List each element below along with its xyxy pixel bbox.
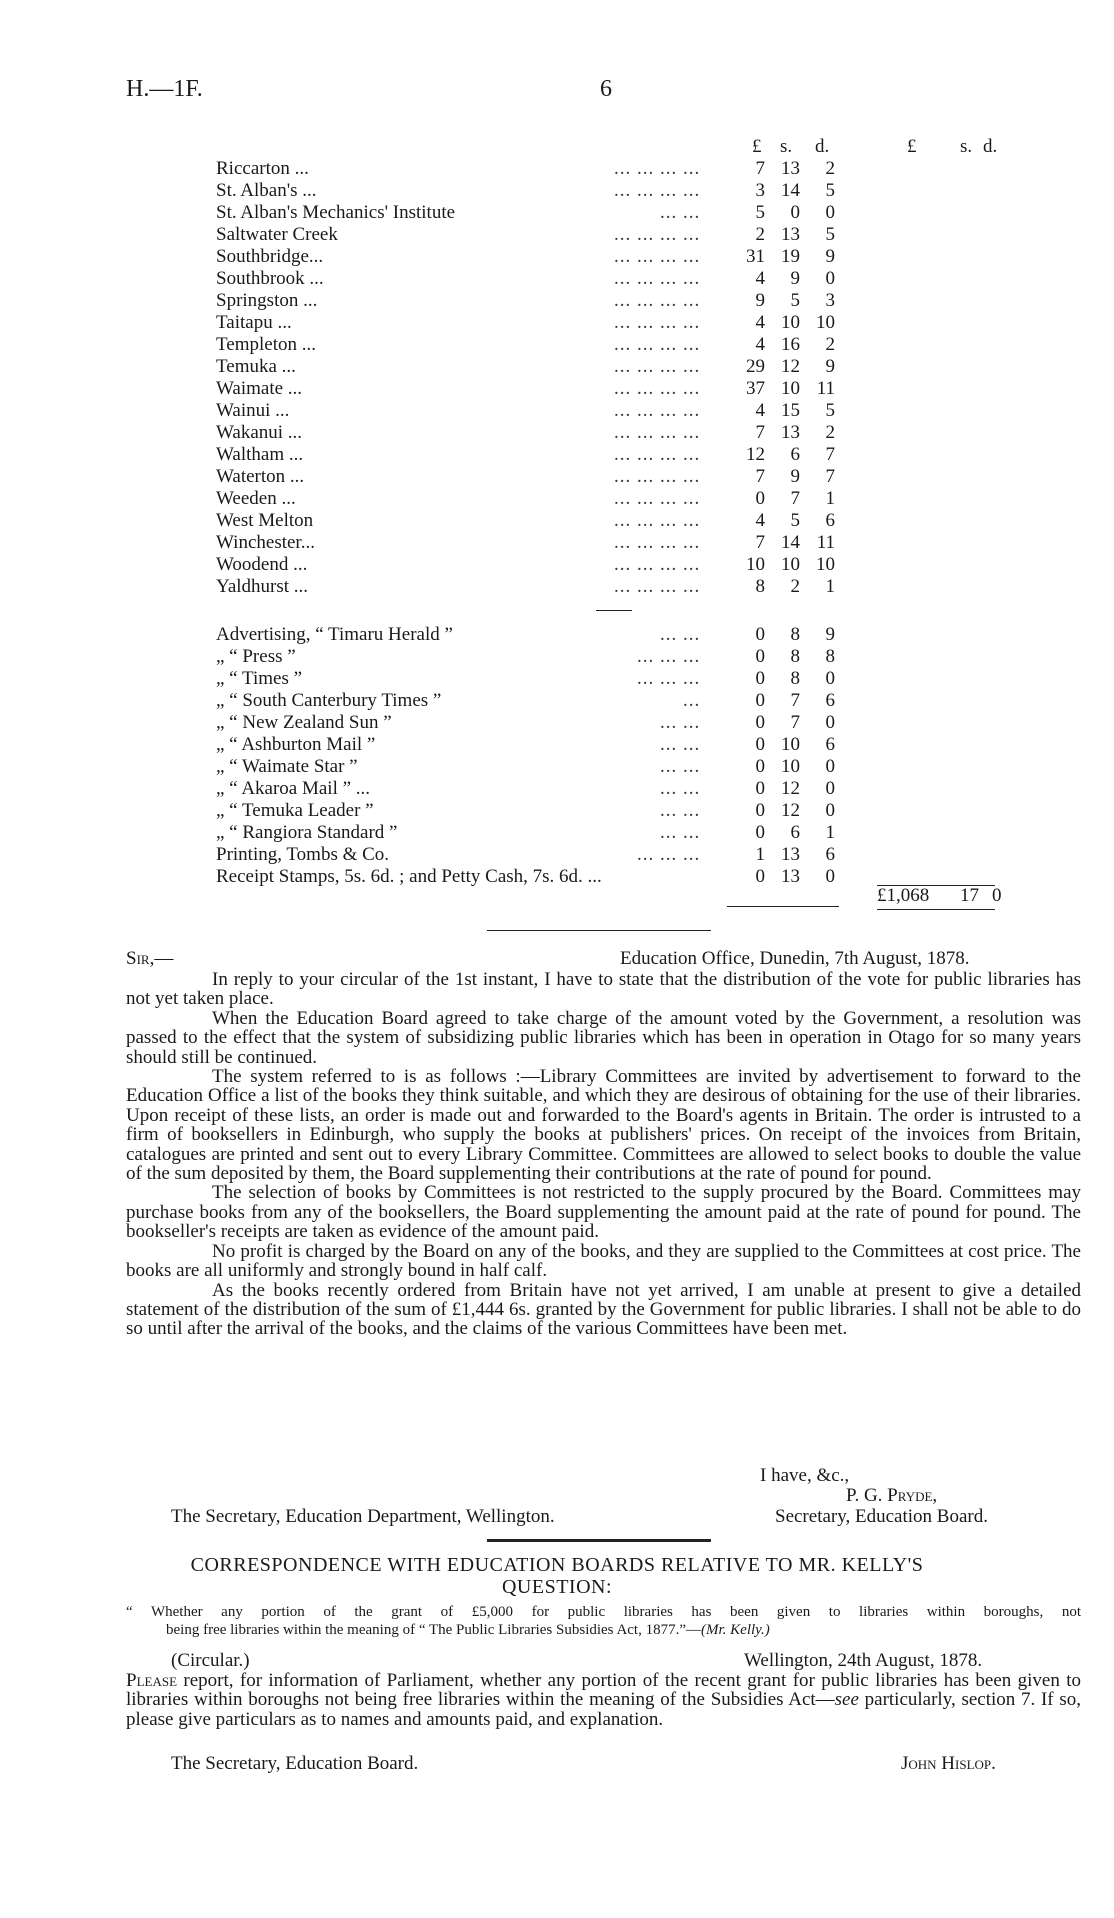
ledger-pence: 6 bbox=[825, 690, 835, 711]
circular-place-date: Wellington, 24th August, 1878. bbox=[744, 1650, 983, 1671]
ledger-item-name: Southbridge... bbox=[216, 246, 324, 267]
ledger-leader-dots: ... ... ... ... bbox=[614, 466, 701, 487]
ledger-pounds: 7 bbox=[755, 422, 765, 443]
ledger-row bbox=[0, 866, 1114, 887]
ledger-row bbox=[0, 158, 1114, 179]
ledger-item-name: „ “ Temuka Leader ” bbox=[216, 800, 374, 821]
document-reference: H.—1F. bbox=[126, 76, 203, 102]
ledger-row bbox=[0, 268, 1114, 289]
subtotal-rule bbox=[596, 610, 632, 611]
ledger-pounds: 4 bbox=[755, 400, 765, 421]
ledger-item-name: „ “ Times ” bbox=[216, 668, 303, 689]
ledger-item-name: Southbrook ... bbox=[216, 268, 324, 289]
ledger-shillings: 6 bbox=[790, 444, 800, 465]
ledger-leader-dots: ... ... bbox=[660, 624, 701, 645]
column-sum-rule bbox=[727, 906, 839, 907]
ledger-item-name: „ “ Akaroa Mail ” ... bbox=[216, 778, 371, 799]
ledger-shillings: 5 bbox=[790, 510, 800, 531]
grand-total-pounds: £1,068 bbox=[877, 885, 930, 906]
ledger-shillings: 10 bbox=[781, 734, 800, 755]
ledger-pence: 0 bbox=[825, 268, 835, 289]
ledger-row bbox=[0, 290, 1114, 311]
ledger-leader-dots: ... ... ... ... bbox=[614, 158, 701, 179]
letter-signature: P. G. Pryde, bbox=[846, 1485, 938, 1506]
ledger-shillings: 9 bbox=[790, 466, 800, 487]
ledger-pounds: 0 bbox=[755, 668, 765, 689]
page-number: 6 bbox=[600, 76, 612, 102]
letter-paragraph: When the Education Board agreed to take charge of the amount voted by the Government, a resolution was passed to the effect that the system of subsidizing public libraries which has been in operation in Otago for so many years should still be continued. bbox=[126, 1007, 1081, 1068]
ledger-leader-dots: ... ... bbox=[660, 822, 701, 843]
ledger-pence: 0 bbox=[825, 712, 835, 733]
ledger-pence: 10 bbox=[816, 554, 835, 575]
ledger-pence: 1 bbox=[825, 576, 835, 597]
ledger-pence: 11 bbox=[816, 532, 835, 553]
ledger-pounds: 0 bbox=[755, 624, 765, 645]
section-divider bbox=[487, 930, 711, 931]
ledger-pounds: 7 bbox=[755, 532, 765, 553]
circular-lead: Please bbox=[126, 1670, 178, 1691]
ledger-leader-dots: ... ... ... ... bbox=[614, 576, 701, 597]
ledger-leader-dots: ... ... ... ... bbox=[614, 444, 701, 465]
ledger-item-name: Yaldhurst ... bbox=[216, 576, 309, 597]
ledger-row bbox=[0, 466, 1114, 487]
ledger-row bbox=[0, 532, 1114, 553]
ledger-pounds: 31 bbox=[746, 246, 765, 267]
ledger-row bbox=[0, 800, 1114, 821]
ledger-pounds: 4 bbox=[755, 510, 765, 531]
ledger-pounds: 7 bbox=[755, 466, 765, 487]
ledger-pounds: 0 bbox=[755, 646, 765, 667]
ledger-item-name: Waterton ... bbox=[216, 466, 305, 487]
ledger-shillings: 13 bbox=[781, 422, 800, 443]
ledger-item-name: „ “ South Canterbury Times ” bbox=[216, 690, 442, 711]
ledger-pounds: 4 bbox=[755, 312, 765, 333]
ledger-row bbox=[0, 180, 1114, 201]
ledger-leader-dots: ... ... ... ... bbox=[614, 312, 701, 333]
ledger-pounds: 4 bbox=[755, 268, 765, 289]
ledger-leader-dots: ... ... bbox=[660, 778, 701, 799]
ledger-item-name: „ “ Waimate Star ” bbox=[216, 756, 358, 777]
ledger-pounds: 10 bbox=[746, 554, 765, 575]
letter-paragraph: As the books recently ordered from Britain have not yet arrived, I am unable at present to give a detailed statement of the distribution of the sum of £1,444 6s. granted by the Government for public libraries. I shall not be able to do so until after the arrival of the books, and the claims of the various Committees have been met. bbox=[126, 1279, 1081, 1340]
ledger-item-name: St. Alban's Mechanics' Institute bbox=[216, 202, 456, 223]
ledger-row bbox=[0, 488, 1114, 509]
letter-closing: I have, &c., bbox=[760, 1465, 850, 1486]
ledger-leader-dots: ... ... ... ... bbox=[614, 554, 701, 575]
grand-total-underline bbox=[877, 909, 995, 910]
ledger-pounds: 7 bbox=[755, 158, 765, 179]
ledger-pounds: 1 bbox=[755, 844, 765, 865]
ledger-row bbox=[0, 690, 1114, 711]
ledger-pounds: 0 bbox=[755, 800, 765, 821]
ledger-item-name: Wainui ... bbox=[216, 400, 290, 421]
ledger-item-name: Receipt Stamps, 5s. 6d. ; and Petty Cash, 7s. 6d. ... bbox=[216, 866, 602, 887]
ledger-leader-dots: ... ... bbox=[660, 202, 701, 223]
ledger-shillings: 10 bbox=[781, 554, 800, 575]
ledger-item-name: Printing, Tombs & Co. bbox=[216, 844, 390, 865]
ledger-item-name: West Melton bbox=[216, 510, 314, 531]
ledger-row bbox=[0, 510, 1114, 531]
ledger-row bbox=[0, 822, 1114, 843]
ledger-pence: 0 bbox=[825, 866, 835, 887]
circular-label: (Circular.) bbox=[171, 1650, 250, 1671]
ledger-row bbox=[0, 668, 1114, 689]
ledger-shillings: 10 bbox=[781, 312, 800, 333]
ledger-item-name: „ “ Press ” bbox=[216, 646, 296, 667]
ledger-item-name: Springston ... bbox=[216, 290, 318, 311]
ledger-pence: 0 bbox=[825, 800, 835, 821]
ledger-shillings: 19 bbox=[781, 246, 800, 267]
ledger-shillings: 15 bbox=[781, 400, 800, 421]
question-text-line2 bbox=[166, 1622, 770, 1639]
ledger-pence: 5 bbox=[825, 400, 835, 421]
ledger-shillings: 12 bbox=[781, 356, 800, 377]
ledger-pence: 9 bbox=[825, 356, 835, 377]
ledger-pence: 7 bbox=[825, 466, 835, 487]
ledger-pounds: 0 bbox=[755, 822, 765, 843]
ledger-pence: 2 bbox=[825, 422, 835, 443]
ledger-item-name: „ “ Ashburton Mail ” bbox=[216, 734, 376, 755]
ledger-pence: 6 bbox=[825, 510, 835, 531]
ledger-item-name: Advertising, “ Timaru Herald ” bbox=[216, 624, 453, 645]
ledger-leader-dots: ... ... ... ... bbox=[614, 246, 701, 267]
ledger-shillings: 12 bbox=[781, 800, 800, 821]
ledger-shillings: 8 bbox=[790, 646, 800, 667]
ledger-pence: 0 bbox=[825, 756, 835, 777]
ledger-row bbox=[0, 844, 1114, 865]
ledger-leader-dots: ... ... bbox=[660, 756, 701, 777]
ledger-row bbox=[0, 624, 1114, 645]
ledger-pence: 1 bbox=[825, 488, 835, 509]
ledger-row bbox=[0, 422, 1114, 443]
ledger-row bbox=[0, 246, 1114, 267]
ledger-item-name: „ “ New Zealand Sun ” bbox=[216, 712, 392, 733]
correspondence-heading: CORRESPONDENCE WITH EDUCATION BOARDS RELATIVE TO MR. KELLY'S bbox=[190, 1554, 924, 1576]
ledger-item-name: Temuka ... bbox=[216, 356, 296, 377]
ledger-row bbox=[0, 734, 1114, 755]
ledger-item-name: Winchester... bbox=[216, 532, 315, 553]
ledger-shillings: 13 bbox=[781, 158, 800, 179]
letter-paragraph: The selection of books by Committees is not restricted to the supply procured by the Board. Committees may purchase books from any of the booksellers, the Board supplementing the amount paid at the rate of pound for pound. The bookseller's receipts are taken as evidence of the amount paid. bbox=[126, 1182, 1081, 1243]
ledger-shillings: 10 bbox=[781, 756, 800, 777]
ledger-leader-dots: ... ... ... bbox=[637, 646, 701, 667]
ledger-pence: 2 bbox=[825, 158, 835, 179]
ledger-leader-dots: ... ... ... ... bbox=[614, 180, 701, 201]
column-header-shillings: s. bbox=[780, 136, 793, 157]
grand-total-shillings: 17 bbox=[960, 885, 979, 906]
ledger-leader-dots: ... ... ... ... bbox=[614, 224, 701, 245]
ledger-pence: 0 bbox=[825, 778, 835, 799]
ledger-row bbox=[0, 444, 1114, 465]
ledger-item-name: Waimate ... bbox=[216, 378, 303, 399]
ledger-shillings: 7 bbox=[790, 690, 800, 711]
ledger-row bbox=[0, 646, 1114, 667]
ledger-pounds: 12 bbox=[746, 444, 765, 465]
ledger-row bbox=[0, 576, 1114, 597]
ledger-pounds: 0 bbox=[755, 734, 765, 755]
letter-salutation: Sir,— bbox=[126, 948, 174, 969]
circular-body: Please report, for information of Parliament, whether any portion of the recent grant for public libraries has been given to libraries within boroughs not being free libraries within the meaning of the Subsidies Act—see particularly, section 7. If so, please give particulars as to names and amounts paid, and explanation. bbox=[126, 1670, 1081, 1730]
ledger-pence: 3 bbox=[825, 290, 835, 311]
ledger-row bbox=[0, 356, 1114, 377]
ledger-pence: 9 bbox=[825, 246, 835, 267]
ledger-row bbox=[0, 334, 1114, 355]
circular-signature: John Hislop. bbox=[901, 1753, 996, 1774]
ledger-pounds: 4 bbox=[755, 334, 765, 355]
ledger-item-name: Weeden ... bbox=[216, 488, 296, 509]
ledger-shillings: 2 bbox=[790, 576, 800, 597]
ledger-shillings: 16 bbox=[781, 334, 800, 355]
ledger-pence: 1 bbox=[825, 822, 835, 843]
ledger-pounds: 0 bbox=[755, 488, 765, 509]
ledger-leader-dots: ... ... ... ... bbox=[614, 378, 701, 399]
ledger-leader-dots: ... ... ... ... bbox=[614, 532, 701, 553]
letter-place-date: Education Office, Dunedin, 7th August, 1878. bbox=[620, 948, 970, 969]
ledger-leader-dots: ... ... ... ... bbox=[614, 400, 701, 421]
letter-paragraph: In reply to your circular of the 1st instant, I have to state that the distribution of the vote for public libraries has not yet taken place. bbox=[126, 969, 1081, 1010]
ledger-pence: 2 bbox=[825, 334, 835, 355]
ledger-shillings: 8 bbox=[790, 668, 800, 689]
ledger-shillings: 13 bbox=[781, 844, 800, 865]
ledger-row bbox=[0, 312, 1114, 333]
ledger-shillings: 7 bbox=[790, 488, 800, 509]
ledger-shillings: 14 bbox=[781, 180, 800, 201]
column-header-pounds: £ bbox=[752, 136, 762, 157]
ledger-item-name: Templeton ... bbox=[216, 334, 316, 355]
ledger-item-name: Wakanui ... bbox=[216, 422, 303, 443]
ledger-pence: 6 bbox=[825, 844, 835, 865]
ledger-row bbox=[0, 202, 1114, 223]
ledger-pence: 11 bbox=[816, 378, 835, 399]
section-divider-thick bbox=[487, 1539, 711, 1542]
column-header-total-pounds: £ bbox=[907, 136, 917, 157]
ledger-shillings: 5 bbox=[790, 290, 800, 311]
ledger-leader-dots: ... ... ... ... bbox=[614, 422, 701, 443]
ledger-leader-dots: ... ... ... bbox=[637, 844, 701, 865]
ledger-pence: 6 bbox=[825, 734, 835, 755]
ledger-leader-dots: ... ... ... ... bbox=[614, 356, 701, 377]
ledger-leader-dots: ... ... bbox=[660, 734, 701, 755]
ledger-pounds: 0 bbox=[755, 690, 765, 711]
ledger-pence: 5 bbox=[825, 180, 835, 201]
ledger-pounds: 2 bbox=[755, 224, 765, 245]
ledger-row bbox=[0, 756, 1114, 777]
ledger-pence: 0 bbox=[825, 668, 835, 689]
ledger-item-name: „ “ Rangiora Standard ” bbox=[216, 822, 398, 843]
ledger-item-name: Waltham ... bbox=[216, 444, 304, 465]
ledger-pounds: 0 bbox=[755, 712, 765, 733]
ledger-pounds: 0 bbox=[755, 756, 765, 777]
ledger-shillings: 13 bbox=[781, 866, 800, 887]
ledger-pounds: 5 bbox=[755, 202, 765, 223]
ledger-pounds: 9 bbox=[755, 290, 765, 311]
ledger-item-name: Woodend ... bbox=[216, 554, 308, 575]
ledger-shillings: 14 bbox=[781, 532, 800, 553]
letter-signer-title: Secretary, Education Board. bbox=[775, 1506, 988, 1527]
ledger-item-name: Taitapu ... bbox=[216, 312, 292, 333]
ledger-leader-dots: ... ... ... bbox=[637, 668, 701, 689]
ledger-row bbox=[0, 400, 1114, 421]
question-text: “ Whether any portion of the grant of £5,000 for public libraries has been given to libraries within boroughs, not bbox=[126, 1604, 1081, 1620]
ledger-leader-dots: ... ... ... ... bbox=[614, 334, 701, 355]
grand-total-pence: 0 bbox=[992, 885, 1002, 906]
ledger-leader-dots: ... ... ... ... bbox=[614, 290, 701, 311]
ledger-leader-dots: ... ... bbox=[660, 800, 701, 821]
ledger-item-name: St. Alban's ... bbox=[216, 180, 317, 201]
ledger-pounds: 0 bbox=[755, 866, 765, 887]
column-header-pence: d. bbox=[815, 136, 830, 157]
ledger-row bbox=[0, 778, 1114, 799]
ledger-item-name: Riccarton ... bbox=[216, 158, 309, 179]
ledger-item-name: Saltwater Creek bbox=[216, 224, 338, 245]
ledger-pence: 10 bbox=[816, 312, 835, 333]
letter-paragraph: No profit is charged by the Board on any of the books, and they are supplied to the Committees at cost price. The books are all uniformly and strongly bound in half calf. bbox=[126, 1240, 1081, 1282]
question-author: (Mr. Kelly.) bbox=[701, 1622, 770, 1638]
ledger-pounds: 37 bbox=[746, 378, 765, 399]
column-header-total-shillings: s. bbox=[960, 136, 973, 157]
ledger-pounds: 3 bbox=[755, 180, 765, 201]
ledger-pence: 0 bbox=[825, 202, 835, 223]
ledger-leader-dots: ... ... ... ... bbox=[614, 488, 701, 509]
ledger-leader-dots: ... bbox=[683, 690, 701, 711]
ledger-row bbox=[0, 378, 1114, 399]
letter-addressee: The Secretary, Education Department, Wellington. bbox=[171, 1506, 555, 1527]
ledger-shillings: 12 bbox=[781, 778, 800, 799]
column-header-total-pence: d. bbox=[983, 136, 998, 157]
ledger-pounds: 8 bbox=[755, 576, 765, 597]
question-text-body: being free libraries within the meaning of “ The Public Libraries Subsidies Act, 1877.”— bbox=[166, 1622, 702, 1638]
ledger-pounds: 0 bbox=[755, 778, 765, 799]
ledger-shillings: 9 bbox=[790, 268, 800, 289]
circular-addressee: The Secretary, Education Board. bbox=[171, 1753, 419, 1774]
ledger-pence: 8 bbox=[825, 646, 835, 667]
ledger-leader-dots: ... ... ... ... bbox=[614, 268, 701, 289]
ledger-pounds: 29 bbox=[746, 356, 765, 377]
ledger-pence: 7 bbox=[825, 444, 835, 465]
ledger-pence: 9 bbox=[825, 624, 835, 645]
ledger-shillings: 8 bbox=[790, 624, 800, 645]
ledger-shillings: 6 bbox=[790, 822, 800, 843]
ledger-pence: 5 bbox=[825, 224, 835, 245]
letter-paragraph: The system referred to is as follows :—Library Committees are invited by advertisement to forward to the Education Office a list of the books they think suitable, and which they are desirous of obtaining for the use of their libraries. Upon receipt of these lists, an order is made out and forwarded to the Board's agents in Britain. The order is intrusted to a firm of booksellers in Edinburgh, who supply the books at publishers' prices. On receipt of the invoices from Britain, catalogues are printed and sent out to every Library Committee. Committees are allowed to select books to double the value of the sum deposited by them, the Board supplementing their contributions at the rate of pound for pound. bbox=[126, 1066, 1081, 1185]
ledger-shillings: 13 bbox=[781, 224, 800, 245]
ledger-row bbox=[0, 224, 1114, 245]
correspondence-heading-line2: QUESTION: bbox=[501, 1576, 613, 1598]
ledger-shillings: 10 bbox=[781, 378, 800, 399]
ledger-row bbox=[0, 712, 1114, 733]
letter-body bbox=[126, 970, 1081, 1339]
ledger-leader-dots: ... ... bbox=[660, 712, 701, 733]
ledger-shillings: 7 bbox=[790, 712, 800, 733]
ledger-row bbox=[0, 554, 1114, 575]
ledger-shillings: 0 bbox=[790, 202, 800, 223]
ledger-leader-dots: ... ... ... ... bbox=[614, 510, 701, 531]
